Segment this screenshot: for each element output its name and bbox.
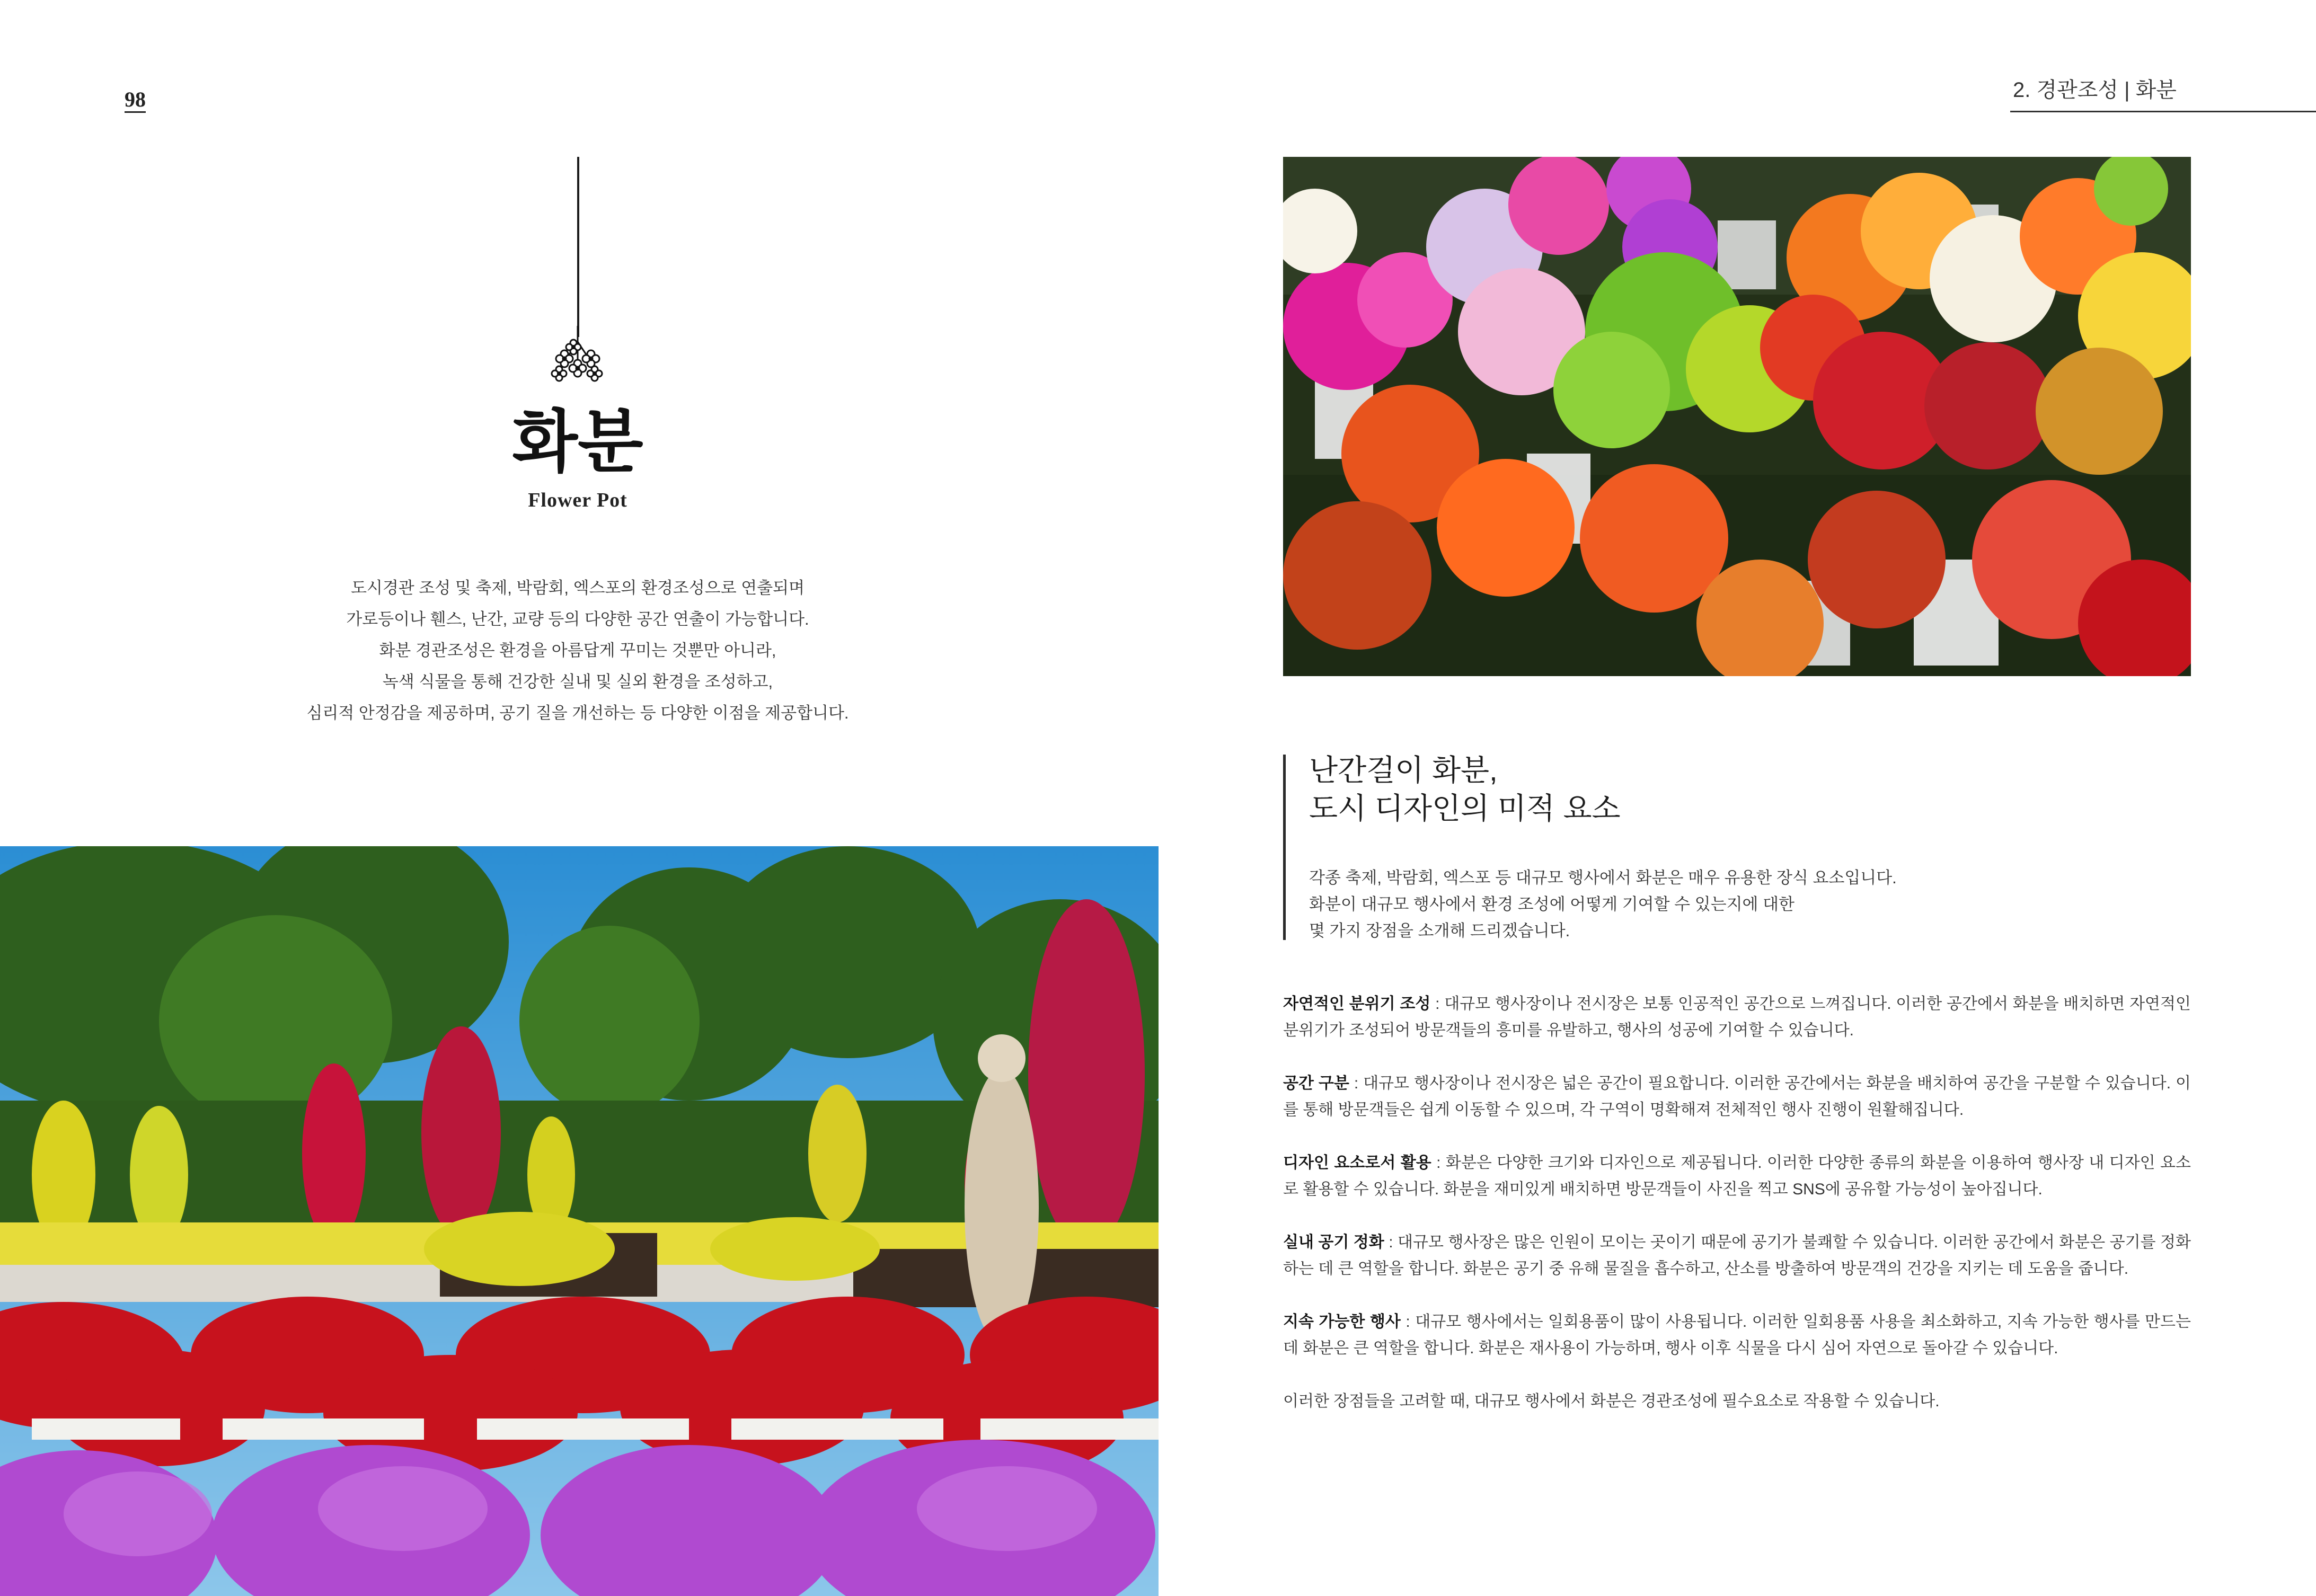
benefit-text: : 대규모 행사장은 많은 인원이 모이는 곳이기 때문에 공기가 불쾌할 수 있습니다. 이러한 공간에서 화분은 공기를 정화하는 데 큰 역할을 합니다. 화분은 공기 중 유해 물질을 흡수하고, 산소를 방출하여 방문객의 건강을 지키는 데 도움을 줍니다.	[1283, 1234, 2191, 1278]
lead-line: 몇 가지 장점을 소개해 드리겠습니다.	[1309, 921, 1570, 940]
page-subtitle: Flower Pot	[528, 489, 627, 511]
benefit-item	[1283, 991, 2191, 1044]
intro-line: 화분 경관조성은 환경을 아름답게 꾸미는 것뿐만 아니라,	[379, 641, 776, 660]
benefit-term: 지속 가능한 행사	[1283, 1313, 1401, 1331]
benefit-term: 공간 구분	[1283, 1075, 1349, 1092]
lead-line: 화분이 대규모 행사에서 환경 조성에 어떻게 기여할 수 있는지에 대한	[1309, 895, 1795, 914]
benefit-term: 자연적인 분위기 조성	[1283, 995, 1431, 1013]
benefit-text: : 화분은 다양한 크기와 디자인으로 제공됩니다. 이러한 다양한 종류의 화분을 이용하여 행사장 내 디자인 요소로 활용할 수 있습니다. 화분을 재미있게 배치하면 방문객들이 사진을 찍고 SNS에 공유할 가능성이 높아집니다.	[1283, 1154, 2191, 1198]
intro-paragraph	[249, 572, 906, 729]
section-headline	[1309, 751, 1621, 828]
page-number: 98	[125, 89, 146, 113]
garden-statue-photo	[0, 846, 1159, 1596]
benefit-text: : 대규모 행사에서는 일회용품이 많이 사용됩니다. 이러한 일회용품 사용을 최소화하고, 지속 가능한 행사를 만드는 데 화분은 큰 역할을 합니다. 화분은 재사용이 가능하며, 행사 이후 식물을 다시 심어 자연으로 돌아갈 수 있습니다.	[1283, 1313, 2191, 1357]
intro-line: 가로등이나 휀스, 난간, 교량 등의 다양한 공간 연출이 가능합니다.	[346, 610, 809, 628]
intro-line: 녹색 식물을 통해 건강한 실내 및 실외 환경을 조성하고,	[382, 672, 773, 691]
benefit-item	[1283, 1150, 2191, 1203]
benefit-item	[1283, 1229, 2191, 1282]
running-header	[2010, 70, 2316, 112]
benefits-list	[1283, 991, 2191, 1415]
benefit-term: 디자인 요소로서 활용	[1283, 1154, 1431, 1172]
hanging-line	[577, 157, 579, 337]
intro-line: 심리적 안정감을 제공하며, 공기 질을 개선하는 등 다양한 이점을 제공합니다.	[306, 704, 849, 722]
benefit-text: : 대규모 행사장이나 전시장은 보통 인공적인 공간으로 느껴집니다. 이러한 공간에서 화분을 배치하면 자연적인 분위기가 조성되어 방문객들의 흥미를 유발하고, 행사의 성공에 기여할 수 있습니다.	[1283, 995, 2191, 1039]
conclusion-text: 이러한 장점들을 고려할 때, 대규모 행사에서 화분은 경관조성에 필수요소로 작용할 수 있습니다.	[1283, 1393, 1940, 1410]
headline-line: 도시 디자인의 미적 요소	[1309, 792, 1621, 825]
lead-line: 각종 축제, 박람회, 엑스포 등 대규모 행사에서 화분은 매우 유용한 장식 요소입니다.	[1309, 868, 1897, 887]
headline-accent-bar	[1283, 755, 1286, 940]
intro-line: 도시경관 조성 및 축제, 박람회, 엑스포의 환경조성으로 연출되며	[350, 579, 805, 597]
flower-ornament-icon	[535, 326, 620, 389]
headline-line: 난간걸이 화분,	[1309, 753, 1498, 787]
running-header-text: 2. 경관조성 | 화분	[2013, 78, 2177, 102]
lead-paragraph	[1309, 865, 1897, 944]
benefit-item	[1283, 1309, 2191, 1362]
benefit-term: 실내 공기 정화	[1283, 1234, 1384, 1251]
flower-market-photo	[1283, 157, 2191, 676]
page-title: 화분	[512, 402, 643, 482]
benefit-text: : 대규모 행사장이나 전시장은 넓은 공간이 필요합니다. 이러한 공간에서는 화분을 배치하여 공간을 구분할 수 있습니다. 이를 통해 방문객들은 쉽게 이동할 수 있으며, 각 구역이 명확해져 전체적인 행사 진행이 원활해집니다.	[1283, 1075, 2191, 1119]
benefit-item	[1283, 1070, 2191, 1123]
